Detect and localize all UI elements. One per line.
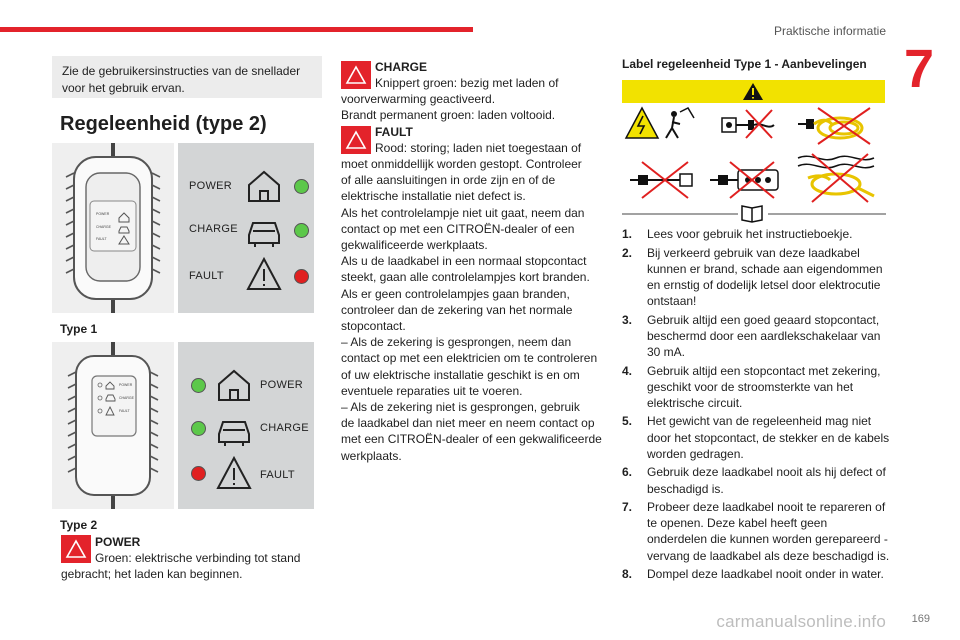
list-item: 8. Dompel deze laadkabel nooit onder in water. bbox=[622, 567, 884, 582]
legend-charge-label: CHARGE bbox=[260, 422, 309, 434]
section-heading: Regeleenheid (type 2) bbox=[60, 113, 267, 135]
control-unit-type1-image bbox=[52, 143, 174, 313]
body-line: contact op met een elektricien om te controleren bbox=[341, 351, 598, 366]
charge-line-1: Knippert groen: bezig met laden of bbox=[375, 76, 559, 90]
legend-power-label: POWER bbox=[189, 180, 233, 192]
body-line: controleer dan de zekering van het normale bbox=[341, 302, 573, 317]
body-line: steekt, gaan alle controlelampjes kort branden. bbox=[341, 270, 590, 285]
body-line: Als er geen controlelampjes gaan branden, bbox=[341, 286, 570, 301]
body-line: eventuele reparaties uit te voeren. bbox=[341, 383, 523, 398]
power-description: Groen: elektrische verbinding tot stand bbox=[95, 551, 301, 565]
water-icon bbox=[798, 154, 874, 202]
electrocution-icon bbox=[626, 108, 694, 138]
list-item: 5. Het gewicht van de regeleenheid mag niet door het stopcontact, de stekker en de kabels worden gedragen. bbox=[622, 414, 890, 461]
body-line: stopcontact. bbox=[341, 319, 406, 334]
device-label-fault: FAULT bbox=[96, 237, 107, 241]
device-icons bbox=[116, 209, 132, 245]
recommendations-list bbox=[622, 226, 890, 585]
car-icon bbox=[249, 223, 279, 247]
info-box-text: Zie de gebruikersinstructies van de snellader voor het gebruik ervan. bbox=[62, 64, 301, 95]
warning-icon-power bbox=[61, 535, 91, 563]
label-title: Label regeleenheid Type 1 - Aanbevelingen bbox=[622, 57, 867, 71]
fault-title: FAULT bbox=[375, 125, 413, 139]
fault-body bbox=[341, 156, 621, 464]
led-charge-green bbox=[191, 421, 206, 436]
device-label-charge: CHARGE bbox=[96, 225, 111, 229]
header-red-bar bbox=[0, 27, 473, 32]
list-item: 4. Gebruik altijd een stopcontact met zekering, geschikt voor de stroomsterkte van het elektrische circuit. bbox=[622, 363, 881, 410]
body-line: Als u de laadkabel in een normaal stopcontact bbox=[341, 254, 587, 269]
body-line: moet onmiddellijk worden gestopt. Controleer bbox=[341, 157, 582, 171]
legend-fault-label: FAULT bbox=[260, 469, 295, 481]
control-unit-type2-image bbox=[52, 342, 174, 509]
body-line: of uw elektrische installatie geschikt is en om bbox=[341, 367, 580, 382]
body-line: de laadkabel dan niet meer en neem contact op bbox=[341, 416, 595, 431]
warning-icon-charge bbox=[341, 61, 371, 89]
device-icons bbox=[96, 380, 118, 416]
body-line: – Als de zekering niet is gesprongen, gebruik bbox=[341, 400, 580, 415]
list-item: 2. Bij verkeerd gebruik van deze laadkabel kunnen er brand, schade aan eigendommen en ernstig of dodelijk letsel door elektrocutie ontstaan! bbox=[622, 245, 883, 309]
body-line: elektrische installatie niet defect is. bbox=[341, 189, 526, 204]
legend-fault-label: FAULT bbox=[189, 270, 224, 282]
legend-charge-label: CHARGE bbox=[189, 223, 238, 235]
cable-reel-icon bbox=[798, 108, 870, 144]
warning-triangle-icon bbox=[742, 82, 764, 101]
book-icon bbox=[742, 206, 762, 222]
body-line: met een CITROËN-dealer of een gekwalificeerde bbox=[341, 432, 602, 447]
car-icon bbox=[219, 422, 249, 446]
body-line: werkplaats. bbox=[341, 448, 402, 463]
list-item: 1. Lees voor gebruik het instructieboekje. bbox=[622, 227, 853, 241]
info-box bbox=[52, 56, 322, 98]
chapter-number: 7 bbox=[903, 39, 934, 99]
warning-icon-fault bbox=[341, 126, 371, 154]
led-power-green bbox=[191, 378, 206, 393]
list-item: 3. Gebruik altijd een goed geaard stopcontact, beschermd door een aardlekschakelaar van 30 mA. bbox=[622, 312, 881, 360]
body-line: – Als de zekering is gesprongen, neem dan bbox=[341, 335, 572, 350]
extension-cord-icon bbox=[710, 162, 778, 198]
figure-caption-type2: Type 2 bbox=[60, 518, 98, 532]
led-fault-red bbox=[294, 269, 309, 284]
house-icon bbox=[219, 371, 249, 400]
body-line: contact op met een CITROËN-dealer of een bbox=[341, 221, 575, 236]
power-description-cont: gebracht; het laden kan beginnen. bbox=[61, 567, 243, 581]
charge-line-2: voorverwarming geactiveerd. bbox=[341, 92, 496, 106]
charge-title: CHARGE bbox=[375, 60, 428, 74]
device-label-charge: CHARGE bbox=[119, 396, 134, 400]
body-line: Als het controlelampje niet uit gaat, neem dan bbox=[341, 205, 585, 220]
device-label-fault: FAULT bbox=[119, 409, 130, 413]
led-charge-green bbox=[294, 223, 309, 238]
warning-bar bbox=[622, 80, 885, 103]
figure-caption-type1: Type 1 bbox=[60, 322, 98, 336]
led-legend-type2 bbox=[178, 342, 314, 509]
extension-cable-icon bbox=[630, 162, 692, 198]
body-line: gekwalificeerde werkplaats. bbox=[341, 238, 488, 253]
list-item: 7. Probeer deze laadkabel nooit te repareren of te openen. Deze kabel heeft geen onderdelen die kunnen worden gerepareerd - vervang de laadkabel als deze beschadigd is. bbox=[622, 500, 890, 563]
list-item: 6. Gebruik deze laadkabel nooit als hij defect of beschadigd is. bbox=[622, 465, 886, 496]
recommendation-pictograms bbox=[622, 104, 886, 224]
device-label-power: POWER bbox=[96, 212, 110, 216]
legend-power-label: POWER bbox=[260, 379, 304, 391]
section-title: Praktische informatie bbox=[773, 24, 886, 38]
plug-icon bbox=[722, 110, 774, 138]
legend-icons bbox=[216, 368, 252, 492]
body-line: of alle aansluitingen in orde zijn en of de bbox=[341, 173, 556, 188]
charge-line-3: Brandt permanent groen: laden voltooid. bbox=[341, 108, 556, 122]
page-number: 169 bbox=[911, 613, 930, 625]
device-label-power: POWER bbox=[119, 383, 133, 387]
watermark: carmanualsonline.info bbox=[716, 612, 886, 631]
house-icon bbox=[249, 172, 279, 201]
led-fault-red bbox=[191, 466, 206, 481]
led-legend-type1 bbox=[178, 143, 314, 313]
legend-icons bbox=[246, 169, 282, 293]
led-power-green bbox=[294, 179, 309, 194]
fault-line-1: Rood: storing; laden niet toegestaan of bbox=[375, 141, 582, 155]
power-title: POWER bbox=[95, 535, 141, 549]
